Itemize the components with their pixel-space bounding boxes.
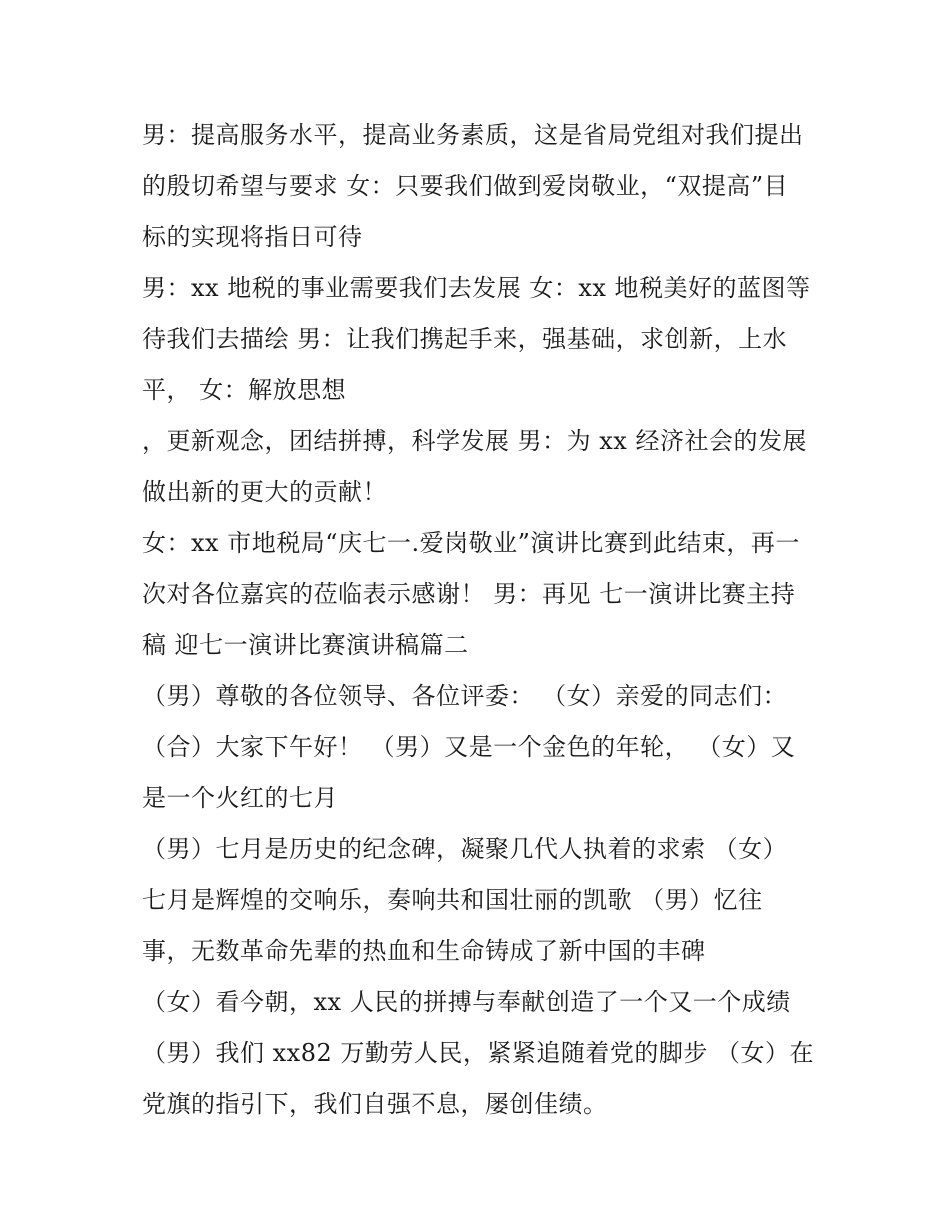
text-line: （合）大家下午好！ （男）又是一个金色的年轮， （女）又: [142, 733, 796, 761]
document-body: [142, 110, 822, 1130]
text-line: 男：提高服务水平，提高业务素质，这是省局党组对我们提出: [142, 121, 804, 149]
text-line: 平， 女：解放思想: [142, 376, 347, 404]
text-line: 做出新的更大的贡献！: [142, 478, 387, 506]
text-line: 待我们去描绘 男：让我们携起手来，强基础，求创新，上水: [142, 325, 788, 353]
text-line: （男）尊敬的各位领导、各位评委： （女）亲爱的同志们：: [142, 682, 788, 710]
text-line: 女：xx 市地税局“庆七一.爱岗敬业”演讲比赛到此结束，再一: [142, 529, 800, 557]
text-line: ，更新观念，团结拼搏，科学发展 男：为 xx 经济社会的发展: [142, 427, 807, 455]
text-line: （女）看今朝，xx 人民的拼搏与奉献创造了一个又一个成绩: [142, 988, 791, 1016]
text-line: 七月是辉煌的交响乐，奏响共和国壮丽的凯歌 （男）忆往: [142, 886, 763, 914]
text-line: 稿 迎七一演讲比赛演讲稿篇二: [142, 631, 469, 659]
text-line: 党旗的指引下，我们自强不息，屡创佳绩。: [142, 1090, 608, 1118]
text-line: 事，无数革命先辈的热血和生命铸成了新中国的丰碑: [142, 937, 706, 965]
text-line: 的殷切希望与要求 女：只要我们做到爱岗敬业，“双提高”目: [142, 172, 789, 200]
text-line: （男）七月是历史的纪念碑，凝聚几代人执着的求索 （女）: [142, 835, 788, 863]
text-line: 次对各位嘉宾的莅临表示感谢！ 男：再见 七一演讲比赛主持: [142, 580, 796, 608]
text-line: 标的实现将指日可待: [142, 223, 363, 251]
text-line: （男）我们 xx82 万勤劳人民，紧紧追随着党的脚步 （女）在: [142, 1039, 814, 1067]
text-line: 是一个火红的七月: [142, 784, 338, 812]
text-line: 男：xx 地税的事业需要我们去发展 女：xx 地税美好的蓝图等: [142, 274, 811, 302]
